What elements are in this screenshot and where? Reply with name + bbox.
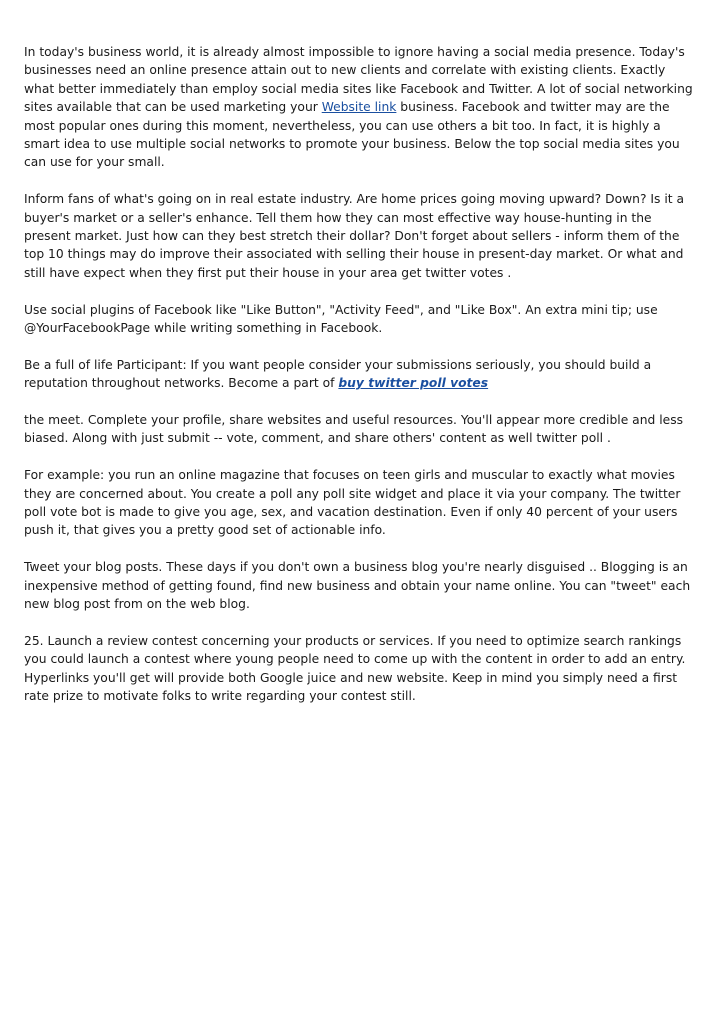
paragraph-real-estate: Inform fans of what's going on in real estate industry. Are home prices going moving upward? Down? Is it a buyer's market or a seller's enhance. Tell them how they can most effective way house-hunting in the present market. Just how can they best stretch their dollar? Don't forget about sellers - inform them of the top 10 things may do improve their associated with selling their house in present-day market. Or what and still have expect when they first put their house in your area get twitter votes . [24, 192, 685, 280]
paragraph-participant [24, 356, 696, 393]
paragraph-text: business. Facebook and twitter may are the most popular ones during this moment, nevertheless, you can use others a bit too. In fact, it is highly a smart idea to use multiple social networks to promote your business. Below the top social media sites you can use for your small. [24, 100, 680, 170]
website-link[interactable]: Website link [321, 100, 397, 115]
paragraph-text: In today's business world, it is already almost impossible to ignore having a social media presence. Today's businesses need an online presence attain out to new clients and correlate with existing clients. Exactly what better immediately than employ social media sites like Facebook and Twitter. A lot of social networking sites available that can be used marketing your [24, 45, 693, 115]
paragraph-blog-posts: Tweet your blog posts. These days if you don't own a business blog you're nearly disguised .. Blogging is an inexpensive method of getting found, find new business and obtain your name online. You can "tweet" each new blog post from on the web blog. [24, 560, 691, 612]
paragraph-social-plugins: Use social plugins of Facebook like "Like Button", "Activity Feed", and "Like Box". An extra mini tip; use @YourFacebookPage while writing something in Facebook. [24, 302, 658, 336]
paragraph-text: Be a full of life Participant: If you want people consider your submissions seriously, you should build a reputation throughout networks. Become a part of [24, 357, 652, 391]
paragraph-social-media-intro [24, 43, 696, 172]
document-body [24, 43, 696, 724]
paragraph-poll-example: For example: you run an online magazine that focuses on teen girls and muscular to exactly what movies they are concerned about. You create a poll any poll site widget and place it via your company. The twitter poll vote bot is made to give you age, sex, and vacation destination. Even if only 40 percent of your users push it, that gives you a pretty good set of actionable info. [24, 468, 681, 538]
buy-twitter-poll-votes-link[interactable]: buy twitter poll votes [338, 376, 489, 391]
paragraph-review-contest: 25. Launch a review contest concerning your products or services. If you need to optimize search rankings you could launch a contest where young people need to come up with the content in order to add an entry. Hyperlinks you'll get will provide both Google juice and new website. Keep in mind you simply need a first rate prize to motivate folks to write regarding your contest still. [24, 633, 686, 704]
paragraph-meet-profile: the meet. Complete your profile, share websites and useful resources. You'll appear more credible and less biased. Along with just submit -- vote, comment, and share others' content as well twitter poll . [24, 413, 684, 446]
